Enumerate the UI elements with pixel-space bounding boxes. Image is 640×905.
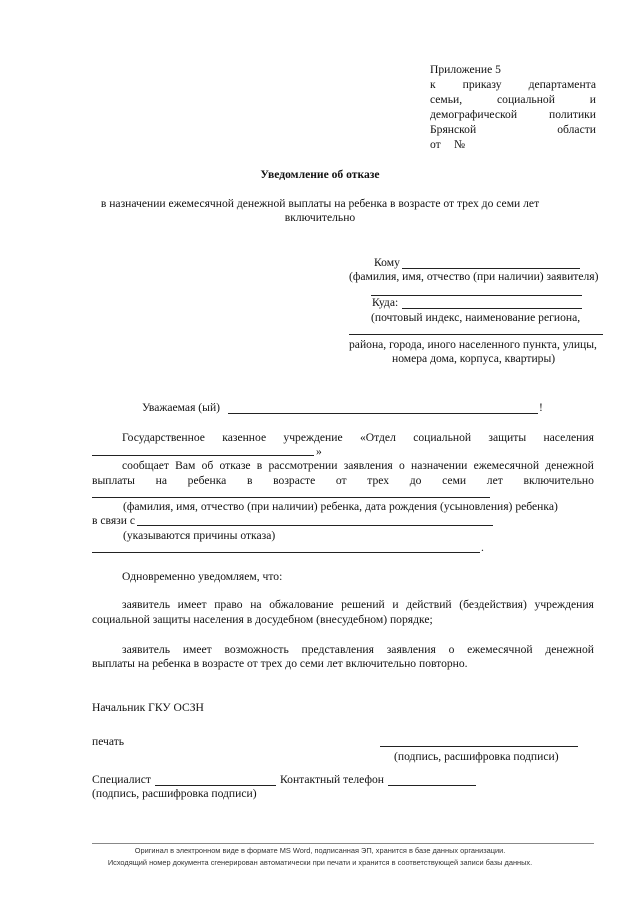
greeting-name-field[interactable] [228, 413, 538, 414]
footer-line-2: Исходящий номер документа сгенерирован автоматически при печати и хранится в соответствующей записи базы данных. [107, 858, 533, 867]
page-title: Уведомление об отказе [260, 168, 380, 181]
reason-end: . [481, 541, 484, 554]
right-2-line-2: выплаты на ребенка в возрасте от трех до семи лет включительно повторно. [92, 657, 468, 670]
subtitle-line-1: в назначении ежемесячной денежной выплаты на ребенка в возрасте от трех до семи лет [100, 197, 540, 210]
addressee-where-field[interactable] [402, 308, 582, 309]
reason-extra-field[interactable] [92, 552, 480, 553]
greeting-end: ! [539, 401, 543, 414]
institution-name-field[interactable] [92, 455, 314, 456]
addressee-to-field[interactable] [402, 268, 580, 269]
chief-signature-hint: (подпись, расшифровка подписи) [394, 750, 559, 763]
right-1-line-2: социальной защиты населения в досудебном (внесудебном) порядке; [92, 613, 433, 626]
appendix-date-label: от [430, 138, 441, 151]
appendix-title: Приложение 5 [430, 63, 501, 76]
appendix-line-4: демографической политики [430, 108, 596, 121]
addressee-where-hint-2: района, города, иного населенного пункта, улицы, [349, 338, 597, 351]
footer-divider [92, 843, 594, 844]
addressee-where-hint-1: (почтовый индекс, наименование региона, [371, 311, 581, 324]
right-2-line-1: заявитель имеет возможность представления заявления о ежемесячной денежной [122, 643, 594, 656]
specialist-label: Специалист [92, 773, 151, 786]
appendix-number-label: № [454, 138, 466, 151]
appendix-line-2: к приказу департамента [430, 78, 596, 91]
addressee-to-hint: (фамилия, имя, отчество (при наличии) заявителя) [349, 270, 599, 283]
stamp-label: печать [92, 735, 125, 748]
specialist-signature-hint: (подпись, расшифровка подписи) [92, 787, 257, 800]
institution-quote-close: » [316, 445, 322, 458]
phone-label: Контактный телефон [280, 773, 384, 786]
addressee-to-label: Кому [374, 256, 400, 269]
phone-field[interactable] [388, 785, 476, 786]
greeting-label: Уважаемая (ый) [142, 401, 221, 414]
paragraph-2-line-1: сообщает Вам об отказе в рассмотрении заявления о назначении ежемесячной денежной [122, 459, 594, 472]
notice-intro: Одновременно уведомляем, что: [122, 570, 283, 583]
reason-label: в связи с [92, 514, 136, 527]
specialist-signature-field[interactable] [155, 785, 276, 786]
addressee-where-extra-field[interactable] [349, 334, 603, 335]
reason-hint: (указываются причины отказа) [123, 529, 276, 542]
addressee-where-hint-3: номера дома, корпуса, квартиры) [392, 352, 556, 365]
subtitle-line-2: включительно [284, 211, 356, 224]
addressee-name-extra-field[interactable] [371, 295, 582, 296]
child-info-hint: (фамилия, имя, отчество (при наличии) ребенка, дата рождения (усыновления) ребенка) [123, 500, 558, 513]
paragraph-2-line-2: выплаты на ребенка в возрасте от трех до семи лет включительно [92, 474, 594, 487]
chief-signature-field[interactable] [380, 746, 578, 747]
addressee-where-label: Куда: [372, 296, 399, 309]
paragraph-1-line-1: Государственное казенное учреждение «Отдел социальной защиты населения [122, 431, 594, 444]
chief-label: Начальник ГКУ ОСЗН [92, 701, 204, 714]
footer-line-1: Оригинал в электронном виде в формате MS Word, подписанная ЭП, хранится в базе данных организации. [134, 846, 506, 855]
appendix-line-5: Брянской области [430, 123, 596, 136]
child-info-field[interactable] [92, 497, 490, 498]
right-1-line-1: заявитель имеет право на обжалование решений и действий (бездействия) учреждения [122, 598, 594, 611]
appendix-line-3: семьи, социальной и [430, 93, 596, 106]
reason-field[interactable] [137, 525, 493, 526]
